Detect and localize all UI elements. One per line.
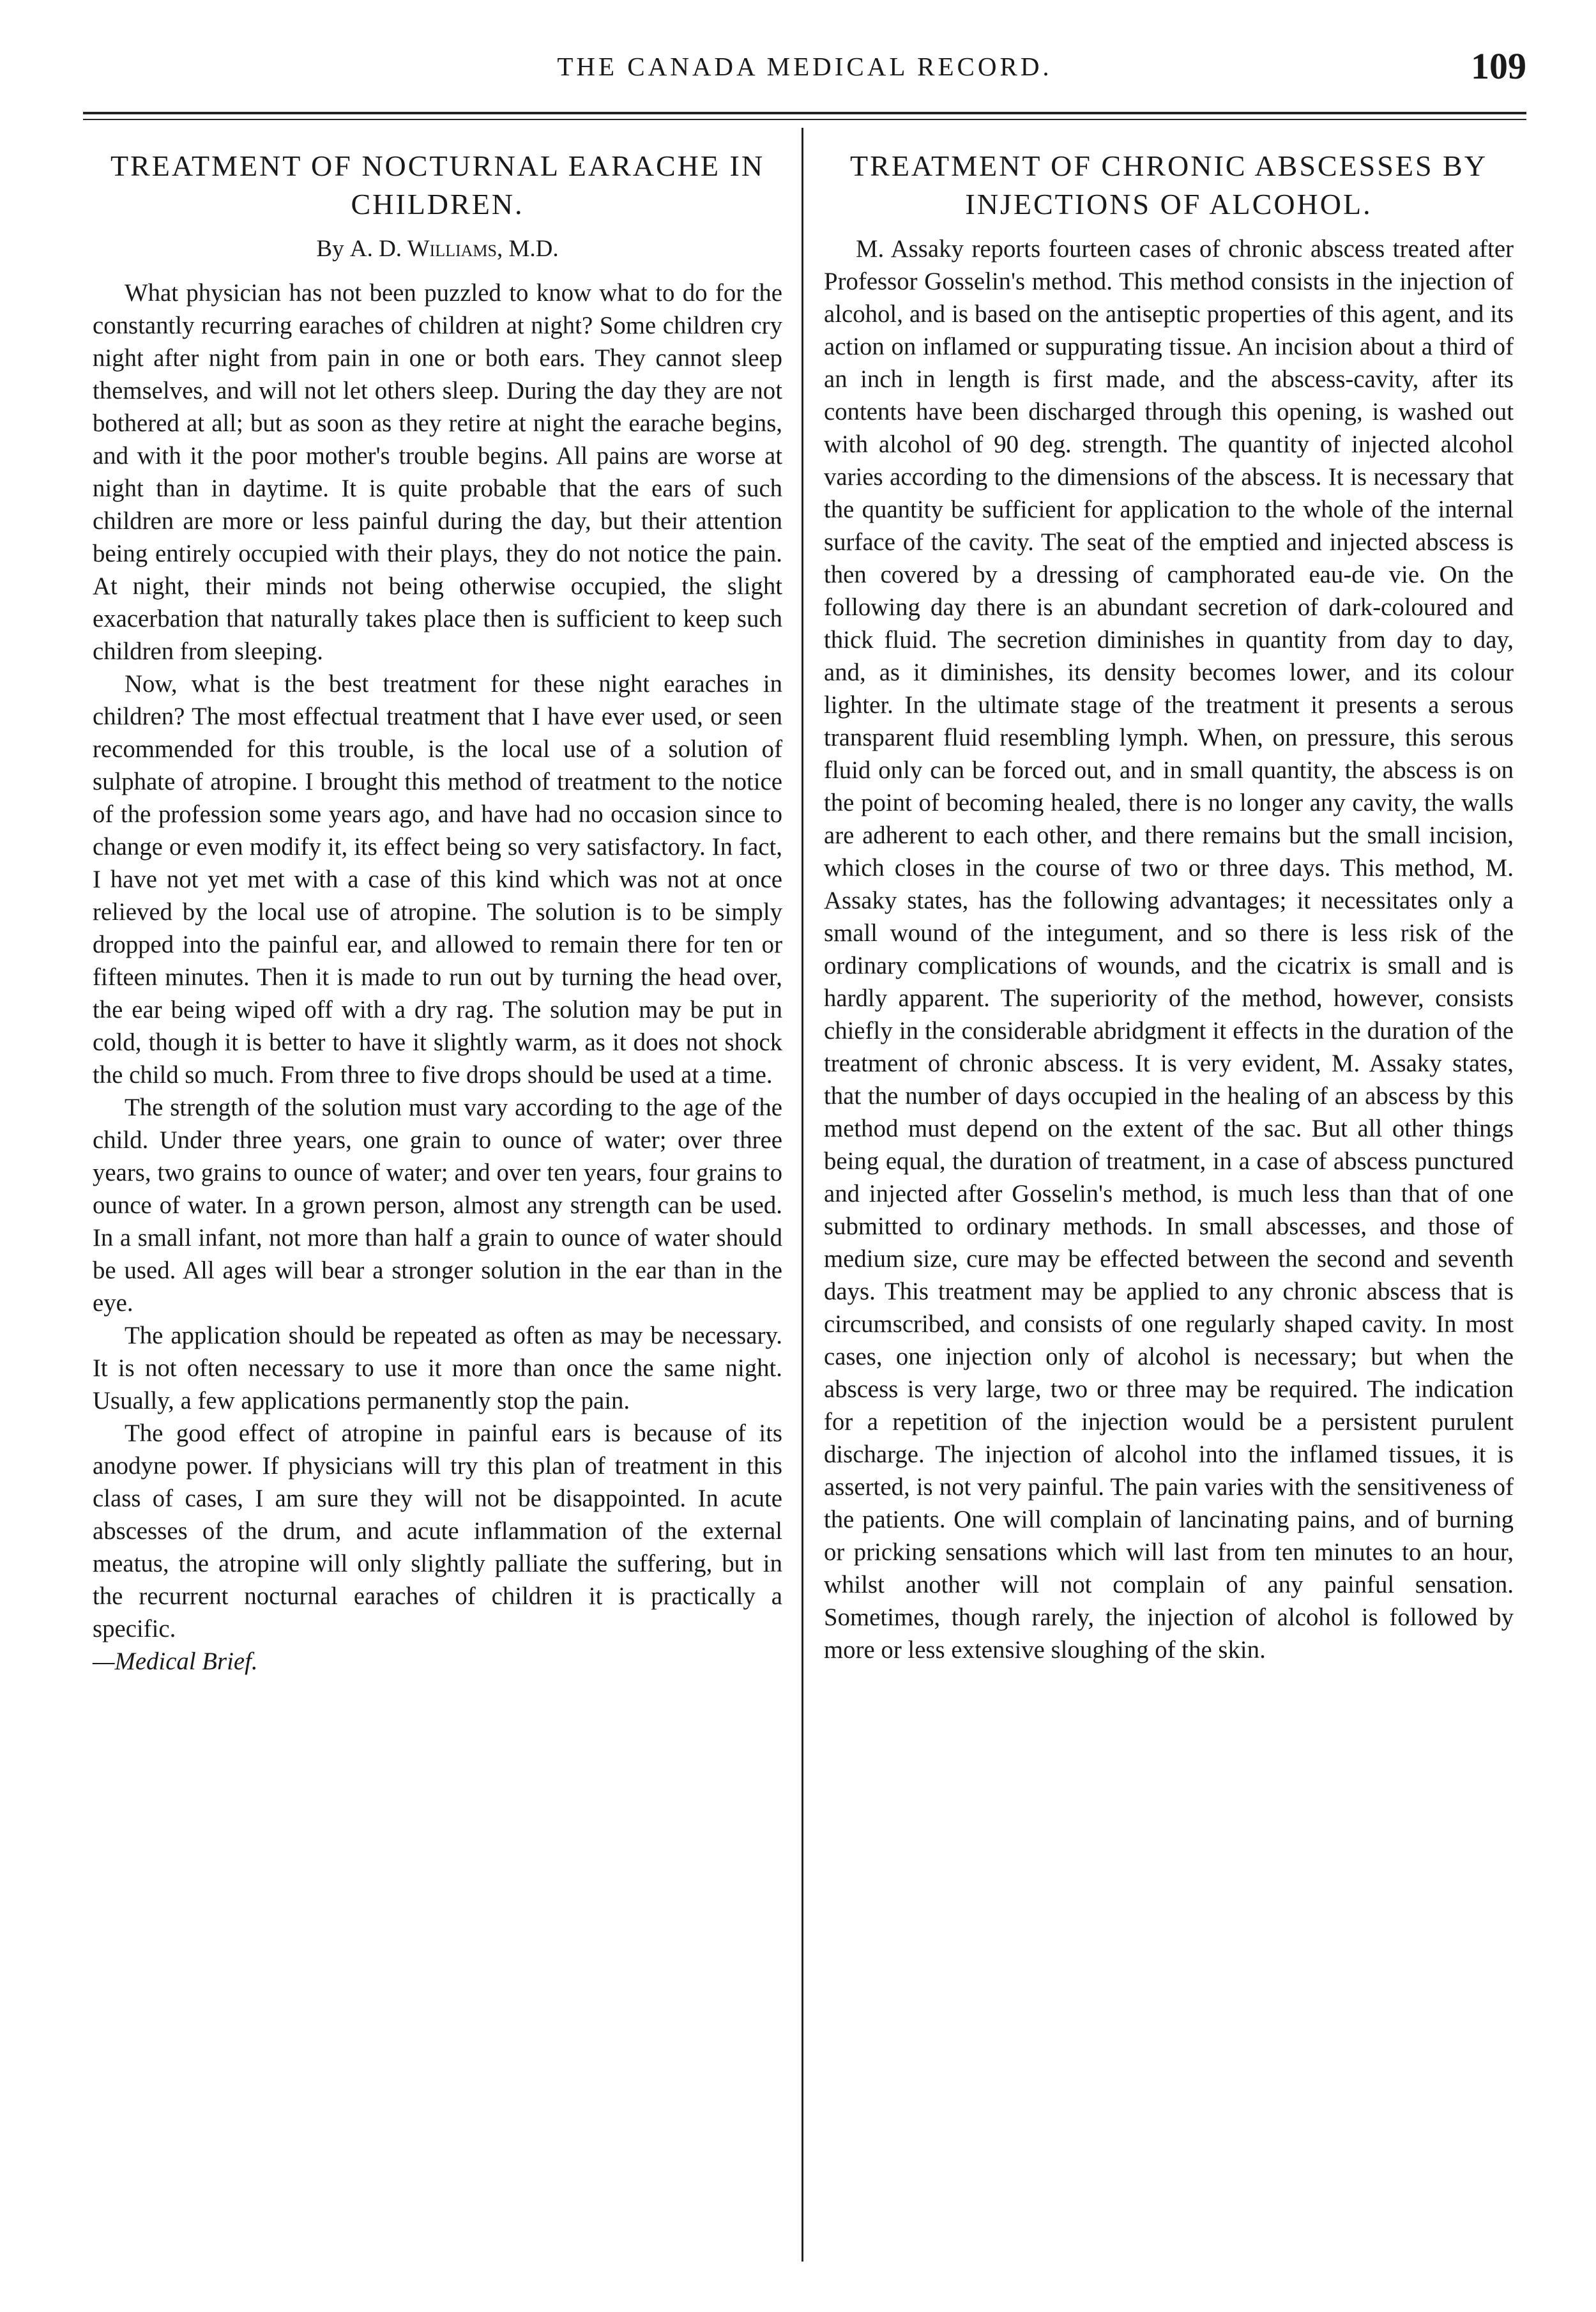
left-article-title: TREATMENT OF NOCTURNAL EARACHE IN CHILDREN. <box>110 149 765 220</box>
left-article-byline <box>93 233 782 265</box>
paragraph: The application should be repeated as often as may be necessary. It is not often necessary to use it more than once the same night. Usually, a few applications permanently stop the pain. <box>93 1322 782 1414</box>
article-source: —Medical Brief. <box>93 1648 258 1675</box>
left-article <box>93 147 782 1678</box>
header-rule <box>83 112 1526 114</box>
right-article-title: TREATMENT OF CHRONIC ABSCESSES BY INJECTIONS OF ALCOHOL. <box>850 149 1487 220</box>
column-divider <box>802 128 803 2262</box>
paragraph: The strength of the solution must vary according to the age of the child. Under three years, one grain to ounce of water; over three years, two grains to ounce of water; and over ten years, four grains to ounce of water. In a grown person, almost any strength can be used. In a small infant, not more than half a grain to ounce of water should be used. All ages will bear a stronger solution in the ear than in the eye. <box>93 1094 782 1317</box>
paragraph: M. Assaky reports fourteen cases of chronic abscess treated after Professor Gosselin's method. This method consists in the injection of alcohol, and is based on the antiseptic properties of this agent, and its action on inflamed or suppurating tissue. An incision about a third of an inch in length is first made, and the abscess-cavity, after its contents have been discharged through this opening, is washed out with alcohol of 90 deg. strength. The quantity of injected alcohol varies according to the dimensions of the abscess. It is necessary that the quantity be sufficient for application to the whole of the internal surface of the cavity. The seat of the emptied and injected abscess is then covered by a dressing of camphorated eau-de vie. On the following day there is an abundant secretion of dark-coloured and thick fluid. The secretion diminishes in quantity from day to day, and, as it diminishes, its density becomes lower, and its colour lighter. In the ultimate stage of the treatment it presents a serous transparent fluid resembling lymph. When, on pressure, this serous fluid only can be forced out, and in small quantity, the abscess is on the point of becoming healed, there is no longer any cavity, the walls are adherent to each other, and there remains but the small incision, which closes in the course of two or three days. This method, M. Assaky states, has the following advantages; it necessitates only a small wound of the integument, and so there is less risk of the ordinary complications of wounds, and the cicatrix is small and is hardly apparent. The superiority of the method, however, consists chiefly in the considerable abridgment it effects in the duration of the treatment of chronic abscess. It is very evident, M. Assaky states, that the number of days occupied in the healing of an abscess by this method must depend on the extent of the sac. But all other things being equal, the duration of treatment, in a case of abscess punctured and injected after Gosselin's method, is much less than that of one submitted to ordinary methods. In small abscesses, and those of medium size, cure may be effected between the second and seventh days. This treatment may be applied to any chronic abscess that is circumscribed, and consists of one regularly shaped cavity. In most cases, one injection only of alcohol is necessary; but when the abscess is very large, two or three may be required. The indication for a repetition of the injection would be a persistent purulent discharge. The injection of alcohol into the inflamed tissues, it is asserted, is not very painful. The pain varies with the sensitiveness of the patients. One will complain of lancinating pains, and of burning or pricking sensations which will last from ten minutes to an hour, whilst another will not complain of any painful sensation. Sometimes, though rarely, the injection of alcohol is followed by more or less extensive sloughing of the skin. <box>824 235 1514 1664</box>
paragraph: The good effect of atropine in painful ears is because of its anodyne power. If physicians will try this plan of treatment in this class of cases, I am sure they will not be disappointed. In acute abscesses of the drum, and acute inflammation of the external meatus, the atropine will only slightly palliate the suffering, but in the recurrent nocturnal earaches of children it is practically a specific. <box>93 1420 782 1642</box>
header-rule-thin <box>83 119 1526 120</box>
paragraph: Now, what is the best treatment for these night earaches in children? The most effectual treatment that I have ever used, or seen recommended for this trouble, is the local use of a solution of sulphate of atropine. I brought this method of treatment to the notice of the profession some years ago, and have had no occasion since to change or even modify it, its effect being so very satisfactory. In fact, I have not yet met with a case of this kind which was not at once relieved by the local use of atropine. The solution is to be simply dropped into the painful ear, and allowed to remain there for ten or fifteen minutes. Then it is made to run out by turning the head over, the ear being wiped off with a dry rag. The solution may be put in cold, though it is better to have it slightly warm, as it does not shock the child so much. From three to five drops should be used at a time. <box>93 670 782 1089</box>
page-number: 109 <box>1471 45 1526 87</box>
page-header <box>83 45 1526 109</box>
author-name: A. D. Williams, M.D. <box>349 236 559 262</box>
running-title: THE CANADA MEDICAL RECORD. <box>557 52 1053 81</box>
byline-prefix: By <box>316 236 344 262</box>
right-article <box>824 147 1514 1666</box>
paragraph: What physician has not been puzzled to know what to do for the constantly recurring earaches of children at night? Some children cry night after night from pain in one or both ears. They cannot sleep themselves, and will not let others sleep. During the day they are not bothered at all; but as soon as they retire at night the earache begins, and with it the poor mother's trouble begins. All pains are worse at night than in daytime. It is quite probable that the ears of such children are more or less painful during the day, but their attention being entirely occupied with their plays, they do not notice the pain. At night, their minds not being otherwise occupied, the slight exacerbation that naturally takes place then is sufficient to keep such children from sleeping. <box>93 279 782 665</box>
